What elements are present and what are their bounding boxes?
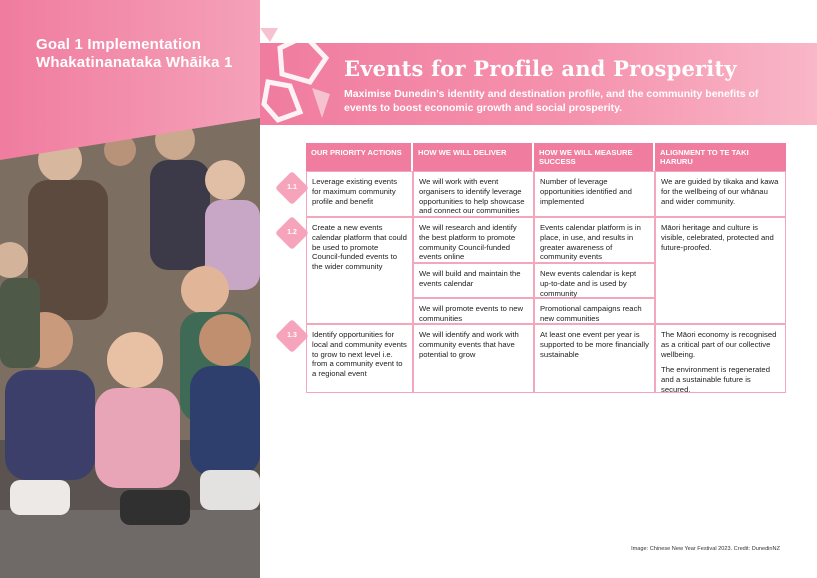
row-1-1-alignment: We are guided by tikaka and kawa for the wellbeing of our whānau and wider community. xyxy=(655,171,786,217)
row-number-1-1: 1.1 xyxy=(287,184,297,191)
row-1-3-measure: At least one event per year is supported to be more financially sustainable xyxy=(534,324,655,393)
image-credit: Image: Chinese New Year Festival 2023. Credit: DunedinNZ xyxy=(631,546,780,552)
goal-heading xyxy=(36,36,233,72)
row-1-2-alignment: Māori heritage and culture is visible, celebrated, protected and future-proofed. xyxy=(655,217,786,324)
goal-line-1: Goal 1 Implementation xyxy=(36,36,202,53)
row-1-2-deliver-1: We will research and identify the best platform to promote community Council-funded events online xyxy=(413,217,534,263)
table-body xyxy=(306,171,786,393)
row-1-2-measure-3: Promotional campaigns reach new communities xyxy=(534,298,655,324)
page-title: Events for Profile and Prosperity xyxy=(344,56,737,81)
row-number-1-3: 1.3 xyxy=(287,332,297,339)
page-subtitle: Maximise Dunedin's identity and destination profile, and the community benefits of events to boost economic growth and social prosperity. xyxy=(344,88,759,114)
row-1-3-action: Identify opportunities for local and community events to grow to next level i.e. from a community event to a regional event xyxy=(306,324,413,393)
header-how-we-measure: HOW WE WILL MEASURE SUCCESS xyxy=(534,143,655,171)
header-how-we-deliver: HOW WE WILL DELIVER xyxy=(413,143,534,171)
row-1-2-deliver-2: We will build and maintain the events calendar xyxy=(413,263,534,298)
row-1-2-action: Create a new events calendar platform that could be used to promote Council-funded events to the wider community xyxy=(306,217,413,324)
row-1-2-measure-1: Events calendar platform is in place, in use, and results in greater awareness of community events xyxy=(534,217,655,263)
row-1-3-alignment xyxy=(655,324,786,393)
goal-line-2: Whakatinanataka Whāika 1 xyxy=(36,54,233,71)
pattern-icon xyxy=(260,28,330,124)
hero-photo xyxy=(0,0,260,578)
row-1-3-deliver: We will identify and work with community events that have potential to grow xyxy=(413,324,534,393)
priority-actions-table xyxy=(306,143,786,393)
row-1-3-alignment-2: The environment is regenerated and a sustainable future is secured. xyxy=(661,365,770,394)
row-1-2-measure-2: New events calendar is kept up-to-date and is used by community xyxy=(534,263,655,298)
header-priority-actions: OUR PRIORITY ACTIONS xyxy=(306,143,413,171)
row-1-1-deliver: We will work with event organisers to identify leverage opportunities to help showcase and connect our communities xyxy=(413,171,534,217)
row-1-3-alignment-1: The Māori economy is recognised as a critical part of our collective wellbeing. xyxy=(661,330,777,359)
table-header-row xyxy=(306,143,786,171)
header-alignment: ALIGNMENT TO TE TAKI HARURU xyxy=(655,143,786,171)
row-1-1-measure: Number of leverage opportunities identified and implemented xyxy=(534,171,655,217)
row-1-2-deliver-3: We will promote events to new communities xyxy=(413,298,534,324)
row-1-1-action: Leverage existing events for maximum community profile and benefit xyxy=(306,171,413,217)
row-number-1-2: 1.2 xyxy=(287,229,297,236)
goal-banner-shape xyxy=(0,0,260,160)
